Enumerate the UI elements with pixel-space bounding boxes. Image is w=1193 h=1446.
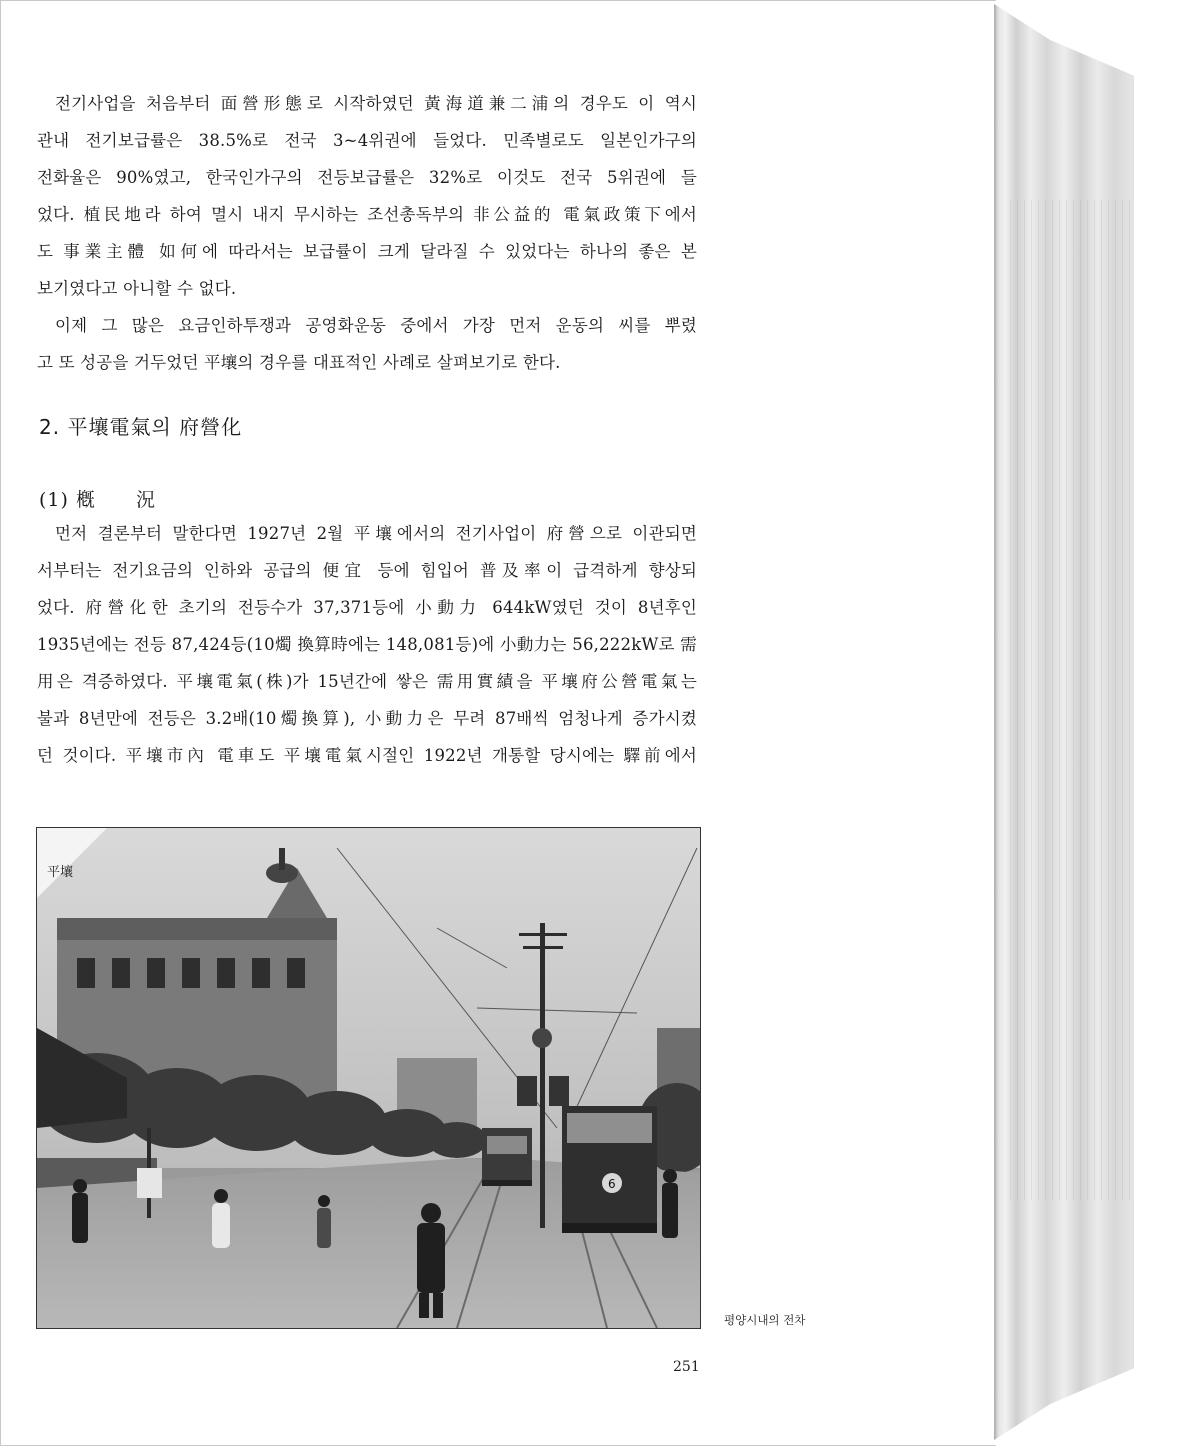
tram-far	[482, 1128, 532, 1186]
text-line: 전기사업을 처음부터 面營形態로 시작하였던 黃海道兼二浦의 경우도 이 역시	[55, 94, 697, 113]
text-line: 관내 전기보급률은 38.5%로 전국 3~4위권에 들었다. 민족별로도 일본인가구의	[37, 131, 697, 150]
tram-number: 6	[608, 1177, 616, 1191]
subsection-heading: (1) 槪 況	[39, 489, 156, 511]
text-line: 었다. 植民地라 하여 멸시 내지 무시하는 조선총독부의 非公益的 電氣政策下에서	[37, 205, 697, 224]
text-line: 보기였다고 아니할 수 없다.	[37, 279, 237, 298]
text-line: 던 것이다. 平壤市內 電車도 平壤電氣시절인 1922년 개통할 당시에는 驛前에서	[37, 746, 697, 765]
photo-caption: 평양시내의 전차	[724, 1313, 806, 1327]
section-text	[37, 515, 697, 774]
text-line: 도 事業主體 如何에 따라서는 보급률이 크게 달라질 수 있었다는 하나의 좋은 본	[37, 242, 697, 261]
text-line: 었다. 府營化한 초기의 전등수가 37,371등에 小動力 644kW였던 것이 8년후인	[37, 598, 697, 617]
photo-illustration	[37, 828, 700, 1328]
text-line: 이제 그 많은 요금인하투쟁과 공영화운동 중에서 가장 먼저 운동의 씨를 뿌렸	[55, 316, 697, 335]
corner-label: 平壤	[47, 865, 74, 880]
page-edge-lines	[1010, 200, 1130, 1200]
text-line: 서부터는 전기요금의 인하와 공급의 便宜 등에 힘입어 普及率이 급격하게 향상되	[37, 561, 697, 580]
paragraph-1	[37, 85, 697, 307]
text-line: 用은 격증하였다. 平壤電氣(株)가 15년간에 쌓은 需用實績을 平壤府公營電氣는	[37, 672, 697, 691]
text-line: 1935년에는 전등 87,424등(10燭 換算時에는 148,081등)에 小動力는 56,222kW로 需	[37, 635, 697, 654]
page-number: 251	[673, 1359, 700, 1375]
text-line: 고 또 성공을 거두었던 平壤의 경우를 대표적인 사례로 살펴보기로 한다.	[37, 353, 561, 372]
tram-near	[562, 1106, 657, 1233]
section-heading: 2. 平壤電氣의 府營化	[39, 415, 243, 439]
paragraph-2	[37, 307, 697, 381]
text-line: 먼저 결론부터 말한다면 1927년 2월 平壤에서의 전기사업이 府營으로 이관되면	[55, 524, 697, 543]
text-line: 불과 8년만에 전등은 3.2배(10燭換算), 小動力은 무려 87배씩 엄청나게 증가시켰	[37, 709, 697, 728]
tram-street-photo	[36, 827, 701, 1329]
paragraph-3	[37, 515, 697, 774]
intro-text	[37, 85, 697, 381]
text-line: 전화율은 90%였고, 한국인가구의 전등보급률은 32%로 이것도 전국 5위권에 들	[37, 168, 697, 187]
